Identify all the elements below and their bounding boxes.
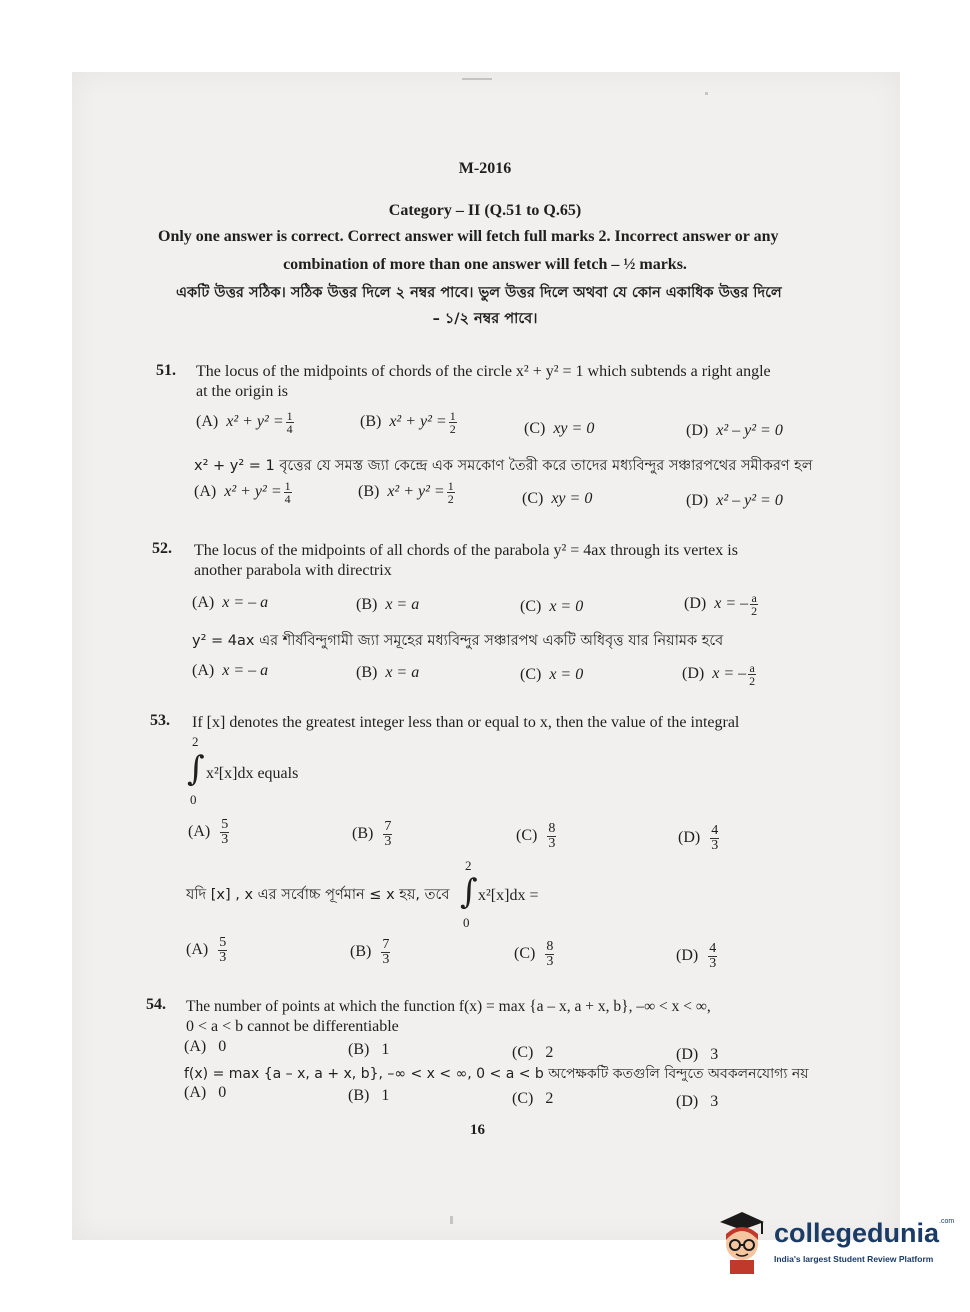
option-c: (C) 2 (512, 1044, 554, 1061)
integral-upper-limit-bn: 2 (465, 858, 472, 873)
question-text: The locus of the midpoints of all chords of the parabola y² = 4ax through its vertex is (194, 542, 738, 559)
option-b-bn: (B) x = a (356, 664, 420, 681)
instruction-bengali-2: – ১/২ নম্বর পাবে। (432, 311, 538, 327)
option-c-bn: (C) $\frac{8}{3}$ (514, 939, 554, 969)
category-title: Category – II (Q.51 to Q.65) (388, 202, 582, 219)
option-d: (D) $\frac{4}{3}$ (678, 823, 719, 853)
mascot-icon (712, 1208, 772, 1278)
integral-lower-limit-bn: 0 (463, 915, 470, 930)
question-text: If [x] denotes the greatest integer less than or equal to x, then the value of the integral (192, 714, 740, 731)
integral-upper-limit: 2 (192, 734, 199, 749)
option-c-bn: (C) xy = 0 (522, 490, 593, 507)
option-a-bn: (A) $\frac{5}{3}$ (186, 935, 227, 965)
brand-name: collegedunia$^{.com}$ (774, 1218, 955, 1248)
paper-code: M-2016 (458, 160, 512, 177)
integral-lower-limit: 0 (190, 792, 197, 807)
question-number: 51. (156, 362, 176, 379)
option-c-bn: (C) x = 0 (520, 666, 584, 683)
collegedunia-watermark (712, 1208, 955, 1288)
option-d: (D) 3 (676, 1046, 719, 1063)
question-bengali: x² + y² = 1 বৃত্তের যে সমস্ত জ্যা কেন্দ্রে এক সমকোণ তৈরী করে তাদের মধ্যবিন্দুর সঞ্চারপথের সমীকরণ হল (194, 458, 813, 474)
option-a: (A) 0 (184, 1038, 227, 1055)
option-a: (A) $\frac{5}{3}$ (188, 817, 229, 847)
brand-tagline: India's largest Student Review Platform (774, 1254, 934, 1264)
integrand: x²[x]dx equals (206, 765, 299, 782)
question-bengali: y² = 4ax এর শীর্ষবিন্দুগামী জ্যা সমূহের মধ্যবিন্দুর সঞ্চারপথ একটি অধিবৃত্ত যার নিয়ামক হবে (192, 633, 724, 649)
question-number: 54. (146, 996, 166, 1013)
option-a-bn: (A) 0 (184, 1084, 227, 1101)
option-a: (A) x = – a (192, 594, 269, 611)
integral-sign: ∫ (187, 749, 205, 789)
question-bengali: f(x) = max {a – x, a + x, b}, –∞ < x < ∞, 0 < a < b অপেক্ষকটি কতগুলি বিন্দুতে অবকলনযোগ্য নয় (184, 1066, 809, 1082)
question-bengali: যদি [x] , x এর সর্বোচ্চ পূর্ণমান ≤ x হয়, তবে (186, 887, 450, 903)
scan-speck (450, 1216, 453, 1224)
integrand-bn: x²[x]dx = (478, 887, 539, 904)
question-text: another parabola with directrix (194, 562, 392, 579)
question-number: 52. (152, 540, 172, 557)
option-d: (D) x = – $\frac{a}{2}$ (684, 591, 758, 618)
scan-speck (462, 78, 492, 80)
question-number: 53. (150, 712, 170, 729)
option-c: (C) x = 0 (520, 598, 584, 615)
option-b-bn: (B) $\frac{7}{3}$ (350, 937, 390, 967)
option-b: (B) $\frac{7}{3}$ (352, 819, 392, 849)
option-c: (C) $\frac{8}{3}$ (516, 821, 556, 851)
option-c: (C) xy = 0 (524, 420, 595, 437)
option-b-bn: (B) 1 (348, 1087, 390, 1104)
option-a: (A) x² + y² = $\frac{1}{4}$ (196, 409, 293, 436)
option-b: (B) 1 (348, 1041, 390, 1058)
option-d: (D) x² – y² = 0 (686, 422, 783, 439)
question-text: The number of points at which the function f(x) = max {a – x, a + x, b}, –∞ < x < ∞, (186, 998, 711, 1015)
option-b: (B) x = a (356, 596, 420, 613)
option-c-bn: (C) 2 (512, 1090, 554, 1107)
option-d-bn: (D) $\frac{4}{3}$ (676, 941, 717, 971)
question-text: 0 < a < b cannot be differentiable (186, 1018, 399, 1035)
option-b: (B) x² + y² = $\frac{1}{2}$ (360, 409, 456, 436)
option-a-bn: (A) x = – a (192, 662, 269, 679)
page-number: 16 (470, 1122, 485, 1138)
option-d-bn: (D) 3 (676, 1093, 719, 1110)
scan-speck (705, 92, 708, 95)
option-d-bn: (D) x = – $\frac{a}{2}$ (682, 661, 756, 688)
option-d-bn: (D) x² – y² = 0 (686, 492, 783, 509)
instruction-bengali-1: একটি উত্তর সঠিক। সঠিক উত্তর দিলে ২ নম্বর পাবে। ভুল উত্তর দিলে অথবা যে কোন একাধিক উত্তর দিলে (176, 285, 782, 301)
question-text: at the origin is (196, 383, 288, 400)
instruction-line-1: Only one answer is correct. Correct answer will fetch full marks 2. Incorrect answer or any (158, 228, 779, 245)
option-b-bn: (B) x² + y² = $\frac{1}{2}$ (358, 479, 454, 506)
question-text: The locus of the midpoints of chords of the circle x² + y² = 1 which subtends a right angle (196, 363, 771, 380)
option-a-bn: (A) x² + y² = $\frac{1}{4}$ (194, 479, 291, 506)
integral-sign-bn: ∫ (460, 872, 478, 912)
instruction-line-2: combination of more than one answer will fetch – ½ marks. (283, 256, 687, 273)
